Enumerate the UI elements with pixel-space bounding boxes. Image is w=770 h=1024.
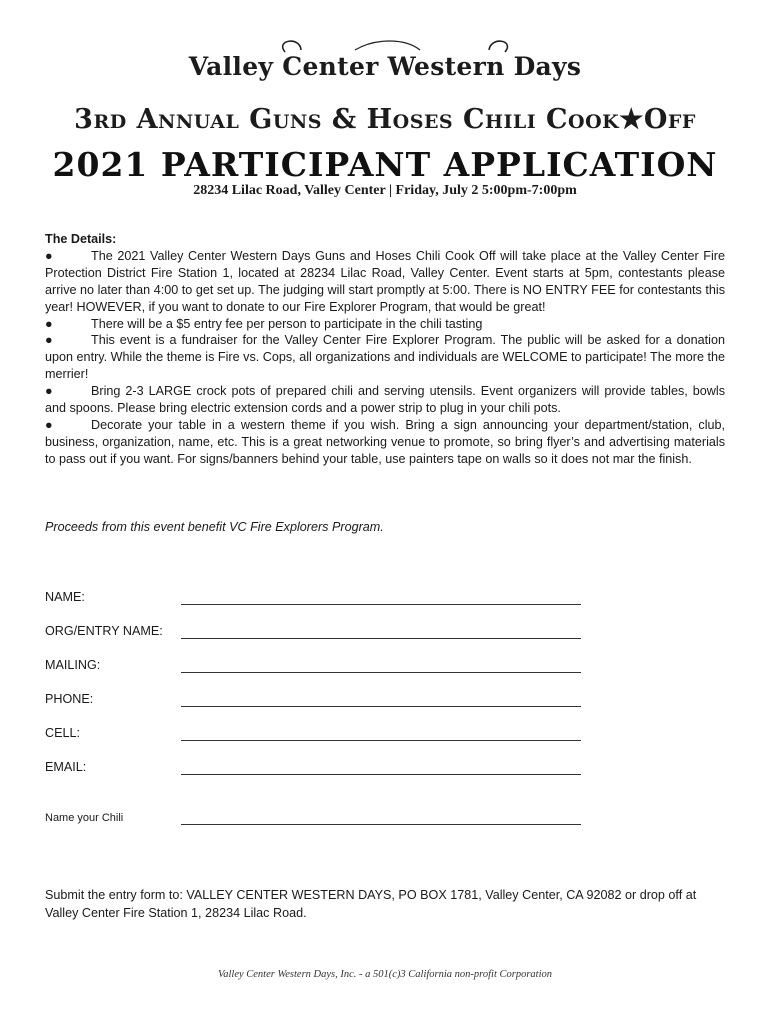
cell-input[interactable] [181,740,581,741]
phone-input[interactable] [181,706,581,707]
bullet-icon: ● [45,316,53,331]
brand-title: Valley Center Western Days [188,52,582,81]
name-label: NAME: [45,590,85,604]
email-input[interactable] [181,774,581,775]
cell-label: CELL: [45,726,81,740]
chili-name-field [45,810,605,828]
footer-note: Valley Center Western Days, Inc. - a 501(c)3 California non-profit Corporation [217,969,553,980]
org-entry-field [45,624,605,642]
event-title: 3rd Annual Guns & Hoses Chili Cook★Off [74,104,696,135]
org-entry-label: ORG/ENTRY NAME: [45,624,163,638]
mailing-field [45,658,605,676]
mailing-label: MAILING: [45,658,101,672]
email-field [45,760,605,778]
proceeds-note: Proceeds from this event benefit VC Fire Explorers Program. [45,520,384,534]
bullet-icon: ● [45,384,53,399]
email-label: EMAIL: [45,760,87,774]
detail-item: ● Decorate your table in a western theme if you wish. Bring a sign announcing your department/station, club, business, organization, name, etc. This is a great networking venue to promote, so bring flyer’s and advertising materials to pass out if you want. For signs/banners behind your table, use painters tape on walls so it does not mar the finish. [45,417,725,466]
org-entry-input[interactable] [181,638,581,639]
event-location-time: 28234 Lilac Road, Valley Center | Friday, July 2 5:00pm-7:00pm [193,183,577,198]
brand-header [0,38,770,88]
details-section [45,231,725,468]
detail-item: ● This event is a fundraiser for the Valley Center Fire Explorer Program. The public will be asked for a donation upon entry. While the theme is Fire vs. Cops, all organizations and individuals are WELCOME to participate! The more the merrier! [45,333,725,382]
bullet-icon: ● [45,417,53,432]
chili-name-label: Name your Chili [45,812,124,824]
details-heading: The Details: [45,232,117,246]
bullet-icon: ● [45,333,53,348]
phone-label: PHONE: [45,692,94,706]
detail-item: ● Bring 2-3 LARGE crock pots of prepared chili and serving utensils. Event organizers will provide tables, bowls and spoons. Please bring electric extension cords and a power strip to plug in your chili pots. [45,384,725,416]
application-title: 2021 PARTICIPANT APPLICATION [52,145,718,184]
detail-item: ● There will be a $5 entry fee per person to participate in the chili tasting [45,316,483,331]
cell-field [45,726,605,744]
detail-item: ● The 2021 Valley Center Western Days Guns and Hoses Chili Cook Off will take place at the Valley Center Fire Protection District Fire Station 1, located at 28234 Lilac Road, Valley Center. Event starts at 5pm, contestants please arrive no later than 4:00 to get set up. The judging will start promptly at 5:00. There is NO ENTRY FEE for contestants this year! HOWEVER, if you want to donate to our Fire Explorer Program, that would be great! [45,248,725,314]
submit-instructions: Submit the entry form to: VALLEY CENTER WESTERN DAYS, PO BOX 1781, Valley Center, CA 92082 or drop off at Valley Center Fire Station 1, 28234 Lilac Road. [45,888,697,920]
name-input[interactable] [181,604,581,605]
mailing-input[interactable] [181,672,581,673]
name-field [45,590,605,608]
chili-name-input[interactable] [181,824,581,825]
bullet-icon: ● [45,248,53,263]
phone-field [45,692,605,710]
